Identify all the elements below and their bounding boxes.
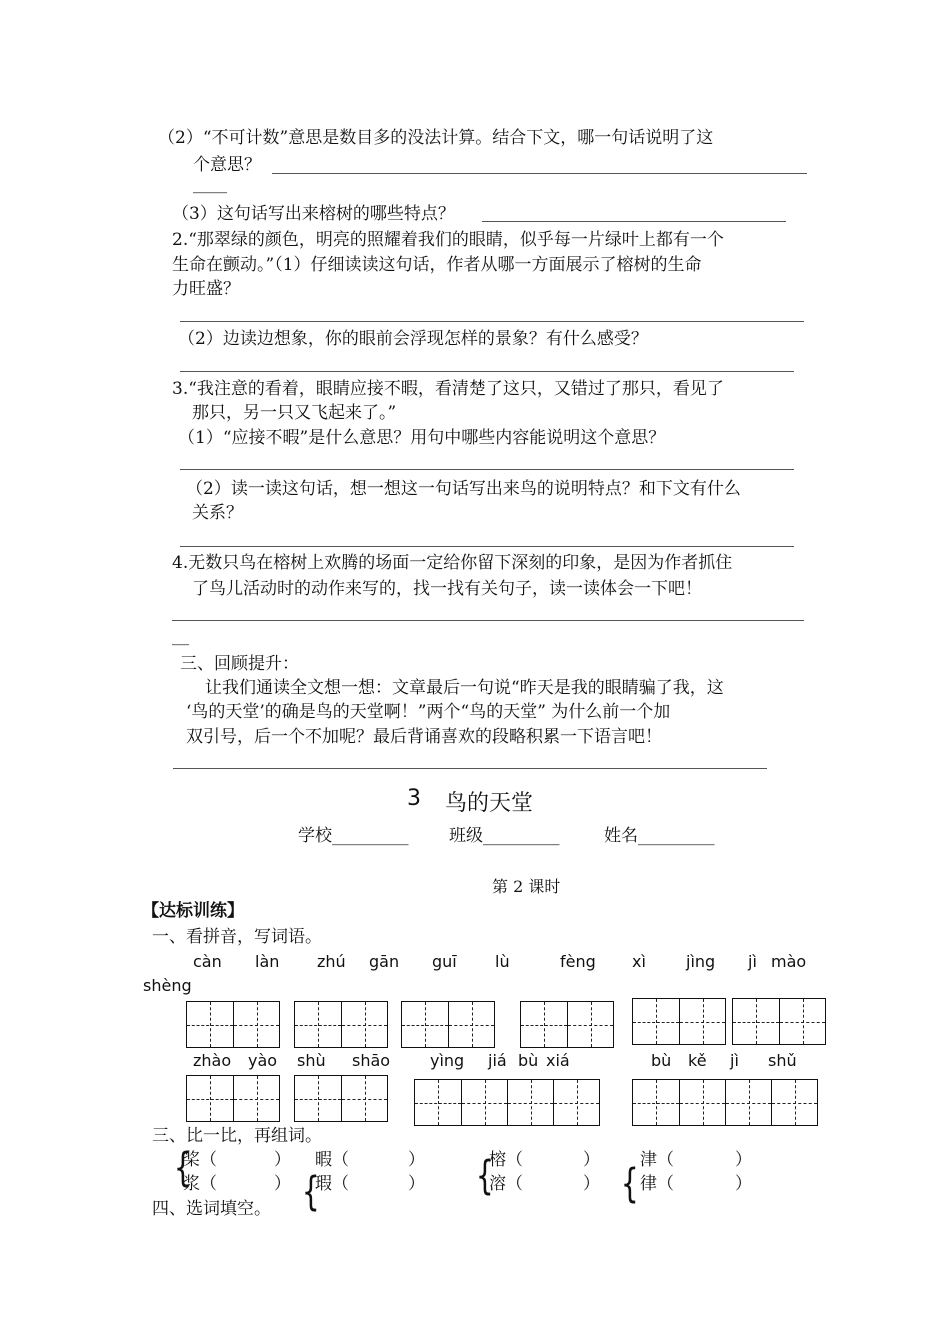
compare-char: 榕（ — [489, 1150, 523, 1170]
answer-line[interactable] — [180, 371, 794, 372]
pinyin: fèng — [560, 952, 596, 971]
writing-grid[interactable] — [294, 1075, 388, 1122]
question-2-line2: 个意思？ — [193, 155, 261, 175]
para3-sub1: （1）“应接不暇”是什么意思？用句中哪些内容能说明这个意思？ — [178, 428, 666, 448]
review-line3: 双引号，后一个不加呢？最后背诵喜欢的段略积累一下语言吧！ — [186, 727, 662, 747]
compare-char: 瑕（ — [315, 1174, 349, 1194]
para2-line2: 生命在颤动。”（1）仔细读读这句话，作者从哪一方面展示了榕树的生命 — [172, 255, 702, 275]
pinyin: càn — [193, 952, 222, 971]
writing-grid[interactable] — [294, 1001, 388, 1048]
compare-char: 暇（ — [315, 1150, 349, 1170]
pinyin: jì — [730, 1051, 739, 1070]
answer-line[interactable] — [180, 321, 804, 322]
para3-sub2-line2: 关系？ — [192, 503, 243, 523]
pinyin: bù — [518, 1051, 539, 1070]
answer-line[interactable] — [172, 620, 804, 621]
compare-char: 溶（ — [489, 1174, 523, 1194]
lesson-number: 3 — [407, 786, 421, 811]
compare-char: 津（ — [640, 1150, 674, 1170]
compare-blank[interactable]: ） — [274, 1174, 291, 1194]
pinyin: mào — [771, 952, 807, 971]
para2-line1: 2.“那翠绿的颜色，明亮的照耀着我们的眼睛，似乎每一片绿叶上都有一个 — [172, 230, 724, 250]
review-heading: 三、回顾提升： — [180, 654, 299, 674]
answer-line[interactable] — [180, 469, 794, 470]
pinyin: yào — [248, 1051, 278, 1070]
question-2-line3: ____ — [193, 174, 227, 194]
compare-blank[interactable]: ） — [583, 1174, 600, 1194]
compare-blank[interactable]: ） — [408, 1150, 425, 1170]
pinyin: xì — [632, 952, 646, 971]
para4-line3: __ — [172, 626, 189, 646]
compare-blank[interactable]: ） — [735, 1174, 752, 1194]
answer-line[interactable] — [482, 221, 786, 222]
pinyin: zhú — [317, 952, 346, 971]
pinyin: zhào — [193, 1051, 232, 1070]
pinyin: guī — [432, 952, 457, 971]
pinyin: xiá — [546, 1051, 570, 1070]
para4-line2: 了鸟儿活动时的动作来写的，找一找有关句子，读一读体会一下吧！ — [192, 579, 702, 599]
writing-grid[interactable] — [401, 1001, 495, 1048]
writing-grid[interactable] — [186, 1001, 280, 1048]
section-1-heading: 一、看拼音，写词语。 — [152, 927, 322, 947]
brace-icon: { — [301, 1169, 320, 1215]
para3-sub2-line1: （2）读一读这句话，想一想这一句话写出来鸟的说明特点？和下文有什么 — [186, 479, 741, 499]
pinyin: gān — [369, 952, 400, 971]
pinyin: shèng — [143, 976, 192, 995]
para3-line2: 那只，另一只又飞起来了。” — [192, 403, 397, 423]
compare-blank[interactable]: ） — [408, 1174, 425, 1194]
brace-icon: { — [620, 1161, 639, 1207]
pinyin: shāo — [352, 1051, 391, 1070]
pinyin: lù — [495, 952, 510, 971]
compare-blank[interactable]: ） — [274, 1150, 291, 1170]
writing-grid[interactable] — [632, 1079, 818, 1126]
para3-line1: 3.“我注意的看着，眼睛应接不暇，看清楚了这只，又错过了那只，看见了 — [172, 379, 724, 399]
brace-icon: { — [475, 1153, 494, 1199]
pinyin: jì — [748, 952, 757, 971]
answer-line[interactable] — [173, 768, 767, 769]
writing-grid[interactable] — [520, 1001, 614, 1048]
training-heading: 【达标训练】 — [142, 901, 244, 921]
compare-char: 浆（ — [183, 1174, 217, 1194]
writing-grid[interactable] — [186, 1075, 280, 1122]
question-3: （3）这句话写出来榕树的哪些特点？ — [172, 204, 455, 224]
brace-icon: { — [173, 1145, 192, 1191]
pinyin: bù — [651, 1051, 672, 1070]
writing-grid[interactable] — [632, 998, 726, 1045]
answer-line[interactable] — [180, 546, 794, 547]
para4-line1: 4.无数只鸟在榕树上欢腾的场面一定给你留下深刻的印象，是因为作者抓住 — [172, 553, 733, 573]
compare-char: 律（ — [640, 1174, 674, 1194]
writing-grid[interactable] — [732, 998, 826, 1045]
section-4-heading: 四、选词填空。 — [152, 1199, 271, 1219]
pinyin: yìng — [430, 1051, 465, 1070]
section-3-heading: 三、比一比，再组词。 — [152, 1126, 322, 1146]
compare-blank[interactable]: ） — [735, 1150, 752, 1170]
lesson-period: 第 2 课时 — [492, 877, 561, 896]
pinyin: làn — [255, 952, 280, 971]
compare-blank[interactable]: ） — [583, 1150, 600, 1170]
lesson-title: 鸟的天堂 — [445, 791, 534, 816]
pinyin: shǔ — [768, 1051, 797, 1070]
pinyin: shù — [297, 1051, 326, 1070]
pinyin: kě — [688, 1051, 707, 1070]
review-line1: 让我们通读全文想一想：文章最后一句说“昨天是我的眼睛骗了我，这 — [205, 678, 724, 698]
compare-char: 桨（ — [183, 1150, 217, 1170]
pinyin: jìng — [686, 952, 716, 971]
name-field[interactable]: 姓名_________ — [604, 826, 715, 846]
para2-sub2: （2）边读边想象，你的眼前会浮现怎样的景象？有什么感受？ — [178, 329, 648, 349]
answer-line[interactable] — [272, 173, 807, 174]
pinyin: jiá — [488, 1051, 507, 1070]
question-2-line1: （2）“不可计数”意思是数目多的没法计算。结合下文，哪一句话说明了这 — [158, 128, 714, 148]
para2-line3: 力旺盛？ — [172, 279, 240, 299]
writing-grid[interactable] — [414, 1079, 600, 1126]
school-field[interactable]: 学校_________ — [298, 826, 409, 846]
class-field[interactable]: 班级_________ — [449, 826, 560, 846]
review-line2: ‘鸟的天堂’的确是鸟的天堂啊！”两个“鸟的天堂” 为什么前一个加 — [186, 702, 671, 722]
